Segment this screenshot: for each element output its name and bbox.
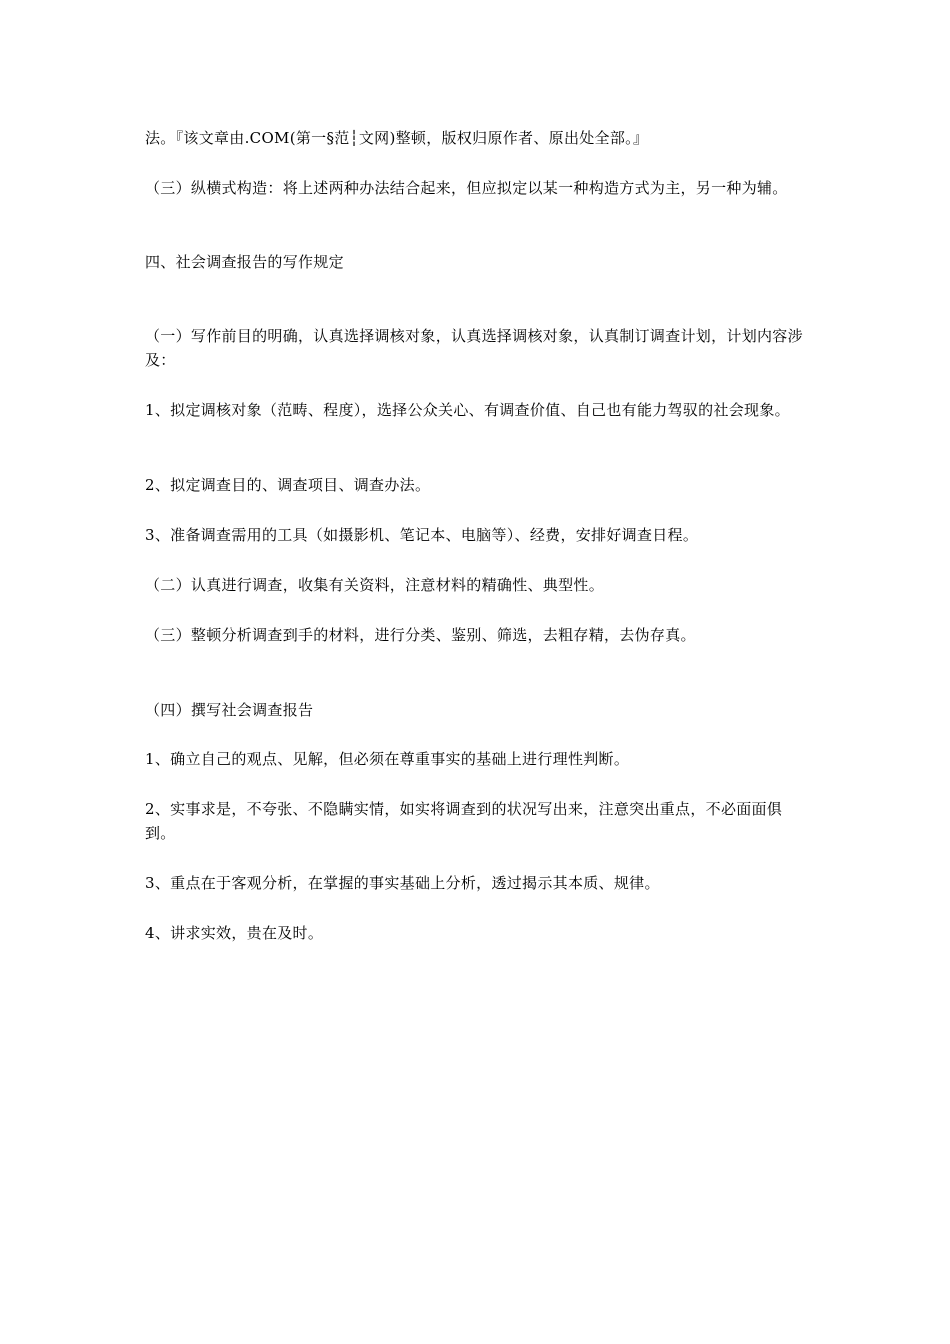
list-item-3-analysis: 3、重点在于客观分析，在掌握的事实基础上分析，透过揭示其本质、规律。 [145,874,660,892]
paragraph-structure-combined: （三）纵横式构造：将上述两种办法结合起来，但应拟定以某一种构造方式为主，另一种为辅。 [145,179,788,197]
list-item-2-facts: 2、实事求是，不夸张、不隐瞒实情，如实将调查到的状况写出来，注意突出重点，不必面面俱到。 [145,800,783,842]
paragraph-copyright-note: 法。『该文章由.COM(第一§范┆文网)整顿，版权归原作者、原出处全部。』 [145,129,649,147]
paragraph-purpose: （一）写作前目的明确，认真选择调核对象，认真选择调核对象，认真制订调查计划，计划内容涉及： [145,327,803,369]
subsection-heading-write-report: （四）撰写社会调查报告 [145,701,314,719]
section-heading-writing-rules: 四、社会调查报告的写作规定 [145,253,344,271]
list-item-2-purpose: 2、拟定调查目的、调查项目、调查办法。 [145,476,431,494]
paragraph-analysis: （三）整顿分析调查到手的材料，进行分类、鉴别、筛选，去粗存精，去伪存真。 [145,626,696,644]
list-item-1-object: 1、拟定调核对象（范畴、程度），选择公众关心、有调查价值、自己也有能力驾驭的社会现象。 [145,401,790,419]
list-item-4-timeliness: 4、讲求实效，贵在及时。 [145,924,324,942]
paragraph-investigation: （二）认真进行调查，收集有关资料，注意材料的精确性、典型性。 [145,576,605,594]
list-item-1-viewpoint: 1、确立自己的观点、见解，但必须在尊重事实的基础上进行理性判断。 [145,750,630,768]
list-item-3-tools: 3、准备调查需用的工具（如摄影机、笔记本、电脑等）、经费，安排好调查日程。 [145,526,699,544]
